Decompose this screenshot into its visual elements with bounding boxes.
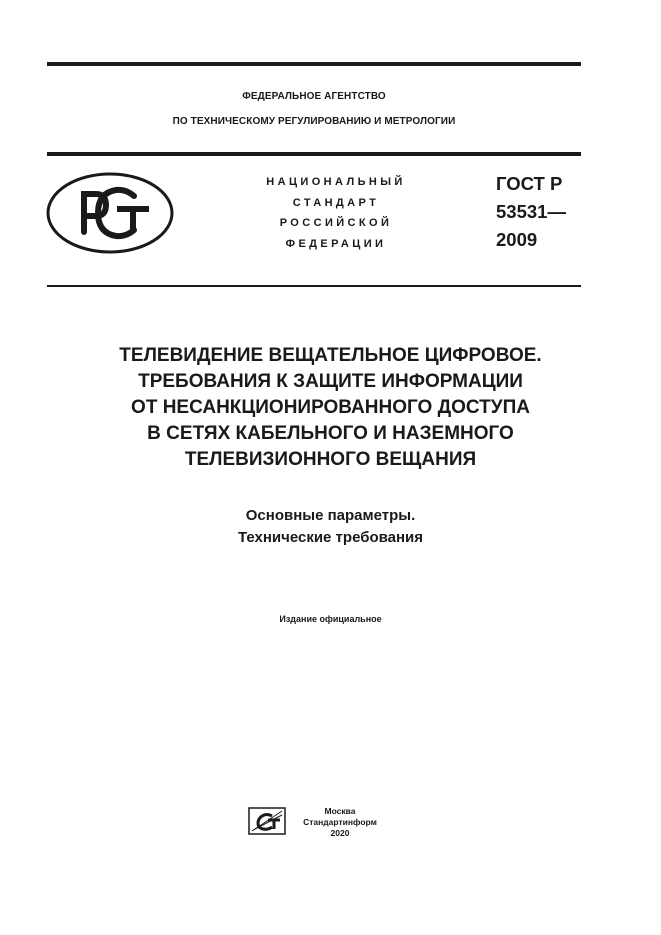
designation-line-3: 2009: [496, 229, 538, 250]
publisher-name: Стандартинформ: [303, 817, 377, 827]
publisher-city: Москва: [324, 806, 356, 816]
publisher-info: [292, 806, 388, 839]
document-title: [30, 343, 631, 473]
national-standard-label: [236, 172, 436, 254]
title-line-4: В СЕТЯХ КАБЕЛЬНОГО И НАЗЕМНОГО: [147, 423, 514, 444]
national-standard-line-4: ФЕДЕРАЦИИ: [285, 237, 387, 250]
national-standard-line-3: РОССИЙСКОЙ: [279, 217, 393, 229]
national-standard-line-2: СТАНДАРТ: [292, 196, 380, 209]
agency-line-1: ФЕДЕРАЛЬНОЕ АГЕНТСТВО: [242, 91, 386, 102]
rst-certification-logo-icon: [46, 172, 174, 254]
standartinform-logo-icon: [248, 807, 286, 835]
top-rule: [47, 62, 581, 66]
designation-line-1: ГОСТ Р: [496, 173, 563, 194]
document-subtitle: [30, 505, 631, 549]
subtitle-line-1: Основные параметры.: [245, 507, 416, 524]
title-line-2: ТРЕБОВАНИЯ К ЗАЩИТЕ ИНФОРМАЦИИ: [138, 371, 523, 392]
middle-rule: [47, 152, 581, 156]
title-line-5: ТЕЛЕВИЗИОННОГО ВЕЩАНИЯ: [184, 449, 477, 470]
publisher-year: 2020: [330, 828, 350, 838]
title-line-1: ТЕЛЕВИДЕНИЕ ВЕЩАТЕЛЬНОЕ ЦИФРОВОЕ.: [119, 345, 542, 366]
agency-line-2: ПО ТЕХНИЧЕСКОМУ РЕГУЛИРОВАНИЮ И МЕТРОЛОГИИ: [172, 116, 456, 127]
national-standard-line-1: НАЦИОНАЛЬНЫЙ: [266, 176, 406, 188]
subtitle-line-2: Технические требования: [237, 529, 424, 546]
designation-line-2: 53531—: [496, 201, 566, 222]
lower-rule: [47, 285, 581, 287]
standard-designation: [496, 170, 566, 254]
edition-label: Издание официальное: [279, 614, 382, 624]
title-line-3: ОТ НЕСАНКЦИОНИРОВАННОГО ДОСТУПА: [131, 397, 530, 418]
